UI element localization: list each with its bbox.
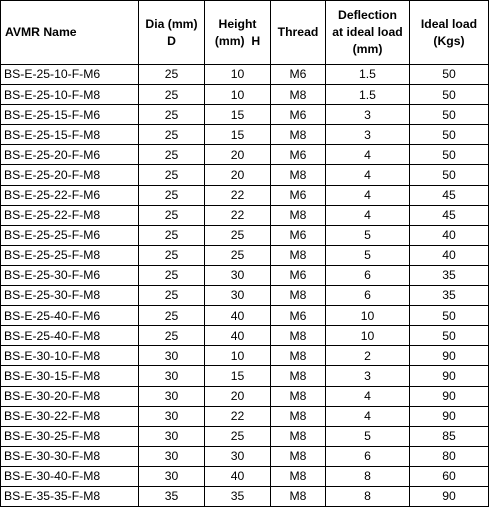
cell-ideal-load: 50: [410, 125, 489, 145]
cell-avmr-name: BS-E-25-25-F-M6: [1, 225, 139, 245]
table-row: [1, 326, 489, 346]
cell-deflection: 2: [326, 346, 410, 366]
table-row: [1, 85, 489, 105]
cell-deflection: 4: [326, 165, 410, 185]
table-row: [1, 486, 489, 506]
cell-ideal-load: 90: [410, 406, 489, 426]
header-deflection-line2: at ideal load: [332, 25, 403, 39]
cell-dia: 25: [139, 105, 205, 125]
table-row: [1, 286, 489, 306]
cell-thread: M8: [271, 446, 326, 466]
cell-dia: 25: [139, 225, 205, 245]
cell-dia: 30: [139, 466, 205, 486]
header-dia-line2: D: [167, 33, 176, 48]
header-deflection: [326, 1, 410, 65]
cell-height: 25: [205, 225, 271, 245]
cell-ideal-load: 50: [410, 145, 489, 165]
cell-avmr-name: BS-E-25-40-F-M6: [1, 306, 139, 326]
cell-height: 10: [205, 346, 271, 366]
header-dia: [139, 1, 205, 65]
cell-deflection: 6: [326, 265, 410, 285]
cell-height: 30: [205, 286, 271, 306]
cell-ideal-load: 35: [410, 265, 489, 285]
cell-dia: 25: [139, 326, 205, 346]
cell-deflection: 8: [326, 486, 410, 506]
cell-avmr-name: BS-E-25-15-F-M8: [1, 125, 139, 145]
cell-avmr-name: BS-E-30-20-F-M8: [1, 386, 139, 406]
cell-thread: M8: [271, 486, 326, 506]
cell-avmr-name: BS-E-25-25-F-M8: [1, 245, 139, 265]
cell-deflection: 4: [326, 386, 410, 406]
cell-height: 30: [205, 265, 271, 285]
cell-thread: M8: [271, 366, 326, 386]
cell-height: 22: [205, 185, 271, 205]
header-row: [1, 1, 489, 65]
cell-dia: 30: [139, 406, 205, 426]
cell-ideal-load: 85: [410, 426, 489, 446]
cell-avmr-name: BS-E-25-30-F-M8: [1, 286, 139, 306]
cell-deflection: 4: [326, 205, 410, 225]
cell-thread: M8: [271, 466, 326, 486]
cell-thread: M8: [271, 426, 326, 446]
cell-ideal-load: 40: [410, 245, 489, 265]
cell-thread: M6: [271, 185, 326, 205]
header-height-line2: (mm) H: [214, 33, 261, 48]
cell-ideal-load: 50: [410, 306, 489, 326]
header-ideal-load-line1: Ideal load: [420, 16, 478, 31]
cell-thread: M8: [271, 205, 326, 225]
table-row: [1, 105, 489, 125]
cell-thread: M6: [271, 65, 326, 85]
table-row: [1, 145, 489, 165]
cell-height: 15: [205, 105, 271, 125]
cell-deflection: 5: [326, 225, 410, 245]
cell-avmr-name: BS-E-30-10-F-M8: [1, 346, 139, 366]
table-row: [1, 466, 489, 486]
cell-deflection: 6: [326, 286, 410, 306]
cell-deflection: 3: [326, 125, 410, 145]
header-height: [205, 1, 271, 65]
cell-dia: 25: [139, 306, 205, 326]
cell-ideal-load: 50: [410, 105, 489, 125]
cell-avmr-name: BS-E-25-40-F-M8: [1, 326, 139, 346]
cell-ideal-load: 40: [410, 225, 489, 245]
cell-avmr-name: BS-E-30-30-F-M8: [1, 446, 139, 466]
table-row: [1, 386, 489, 406]
header-ideal-load: [410, 1, 489, 65]
cell-avmr-name: BS-E-25-10-F-M6: [1, 65, 139, 85]
cell-dia: 25: [139, 265, 205, 285]
cell-deflection: 1.5: [326, 85, 410, 105]
cell-deflection: 4: [326, 185, 410, 205]
header-height-line1: Height: [218, 16, 257, 31]
cell-deflection: 6: [326, 446, 410, 466]
cell-height: 20: [205, 145, 271, 165]
header-ideal-load-line2: (Kgs): [433, 33, 465, 48]
header-deflection-line3: (mm): [352, 42, 383, 56]
table-row: [1, 426, 489, 446]
cell-thread: M8: [271, 406, 326, 426]
cell-avmr-name: BS-E-30-25-F-M8: [1, 426, 139, 446]
table-row: [1, 245, 489, 265]
cell-height: 25: [205, 245, 271, 265]
table-body: [1, 65, 489, 507]
header-thread-label: Thread: [277, 25, 319, 39]
cell-avmr-name: BS-E-30-15-F-M8: [1, 366, 139, 386]
cell-ideal-load: 50: [410, 326, 489, 346]
cell-ideal-load: 45: [410, 205, 489, 225]
cell-dia: 25: [139, 165, 205, 185]
cell-height: 40: [205, 466, 271, 486]
cell-height: 22: [205, 205, 271, 225]
cell-dia: 25: [139, 245, 205, 265]
cell-thread: M8: [271, 286, 326, 306]
header-avmr-name-label: AVMR Name: [5, 25, 77, 39]
cell-avmr-name: BS-E-25-30-F-M6: [1, 265, 139, 285]
cell-ideal-load: 60: [410, 466, 489, 486]
cell-thread: M8: [271, 125, 326, 145]
cell-thread: M8: [271, 85, 326, 105]
cell-height: 40: [205, 306, 271, 326]
cell-deflection: 4: [326, 145, 410, 165]
cell-deflection: 1.5: [326, 65, 410, 85]
header-deflection-line1: Deflection: [338, 8, 397, 22]
cell-avmr-name: BS-E-25-20-F-M8: [1, 165, 139, 185]
cell-dia: 25: [139, 125, 205, 145]
table-row: [1, 165, 489, 185]
cell-ideal-load: 80: [410, 446, 489, 466]
cell-deflection: 3: [326, 105, 410, 125]
table-row: [1, 346, 489, 366]
cell-dia: 30: [139, 386, 205, 406]
cell-deflection: 10: [326, 326, 410, 346]
cell-thread: M8: [271, 245, 326, 265]
cell-avmr-name: BS-E-30-40-F-M8: [1, 466, 139, 486]
cell-deflection: 4: [326, 406, 410, 426]
table-header: [1, 1, 489, 65]
table-row: [1, 125, 489, 145]
cell-dia: 35: [139, 486, 205, 506]
cell-dia: 30: [139, 346, 205, 366]
cell-dia: 25: [139, 65, 205, 85]
table-row: [1, 205, 489, 225]
cell-avmr-name: BS-E-30-22-F-M8: [1, 406, 139, 426]
cell-dia: 25: [139, 145, 205, 165]
cell-thread: M8: [271, 165, 326, 185]
table-row: [1, 225, 489, 245]
cell-dia: 25: [139, 185, 205, 205]
cell-avmr-name: BS-E-25-10-F-M8: [1, 85, 139, 105]
cell-ideal-load: 35: [410, 286, 489, 306]
cell-ideal-load: 90: [410, 386, 489, 406]
cell-height: 15: [205, 366, 271, 386]
header-thread: [271, 1, 326, 65]
cell-thread: M6: [271, 265, 326, 285]
cell-ideal-load: 50: [410, 165, 489, 185]
table-row: [1, 65, 489, 85]
cell-thread: M6: [271, 306, 326, 326]
cell-ideal-load: 45: [410, 185, 489, 205]
table-row: [1, 446, 489, 466]
cell-avmr-name: BS-E-25-15-F-M6: [1, 105, 139, 125]
cell-height: 25: [205, 426, 271, 446]
cell-deflection: 8: [326, 466, 410, 486]
cell-dia: 30: [139, 426, 205, 446]
cell-height: 30: [205, 446, 271, 466]
cell-avmr-name: BS-E-25-20-F-M6: [1, 145, 139, 165]
cell-thread: M6: [271, 225, 326, 245]
cell-height: 40: [205, 326, 271, 346]
table-row: [1, 406, 489, 426]
header-avmr-name: [1, 1, 139, 65]
table-row: [1, 306, 489, 326]
cell-height: 10: [205, 65, 271, 85]
cell-avmr-name: BS-E-25-22-F-M6: [1, 185, 139, 205]
cell-thread: M8: [271, 346, 326, 366]
cell-height: 10: [205, 85, 271, 105]
cell-ideal-load: 50: [410, 85, 489, 105]
cell-dia: 25: [139, 205, 205, 225]
cell-thread: M6: [271, 105, 326, 125]
cell-ideal-load: 50: [410, 65, 489, 85]
cell-ideal-load: 90: [410, 346, 489, 366]
header-dia-line1: Dia (mm): [145, 16, 198, 31]
cell-deflection: 10: [326, 306, 410, 326]
cell-dia: 30: [139, 366, 205, 386]
cell-deflection: 3: [326, 366, 410, 386]
cell-ideal-load: 90: [410, 366, 489, 386]
cell-height: 35: [205, 486, 271, 506]
cell-thread: M6: [271, 145, 326, 165]
cell-height: 20: [205, 165, 271, 185]
cell-avmr-name: BS-E-35-35-F-M8: [1, 486, 139, 506]
cell-thread: M8: [271, 386, 326, 406]
cell-height: 22: [205, 406, 271, 426]
cell-deflection: 5: [326, 426, 410, 446]
table-row: [1, 265, 489, 285]
cell-avmr-name: BS-E-25-22-F-M8: [1, 205, 139, 225]
cell-deflection: 5: [326, 245, 410, 265]
table-row: [1, 185, 489, 205]
cell-dia: 30: [139, 446, 205, 466]
cell-dia: 25: [139, 85, 205, 105]
table-row: [1, 366, 489, 386]
cell-height: 20: [205, 386, 271, 406]
cell-ideal-load: 90: [410, 486, 489, 506]
cell-dia: 25: [139, 286, 205, 306]
cell-thread: M8: [271, 326, 326, 346]
cell-height: 15: [205, 125, 271, 145]
